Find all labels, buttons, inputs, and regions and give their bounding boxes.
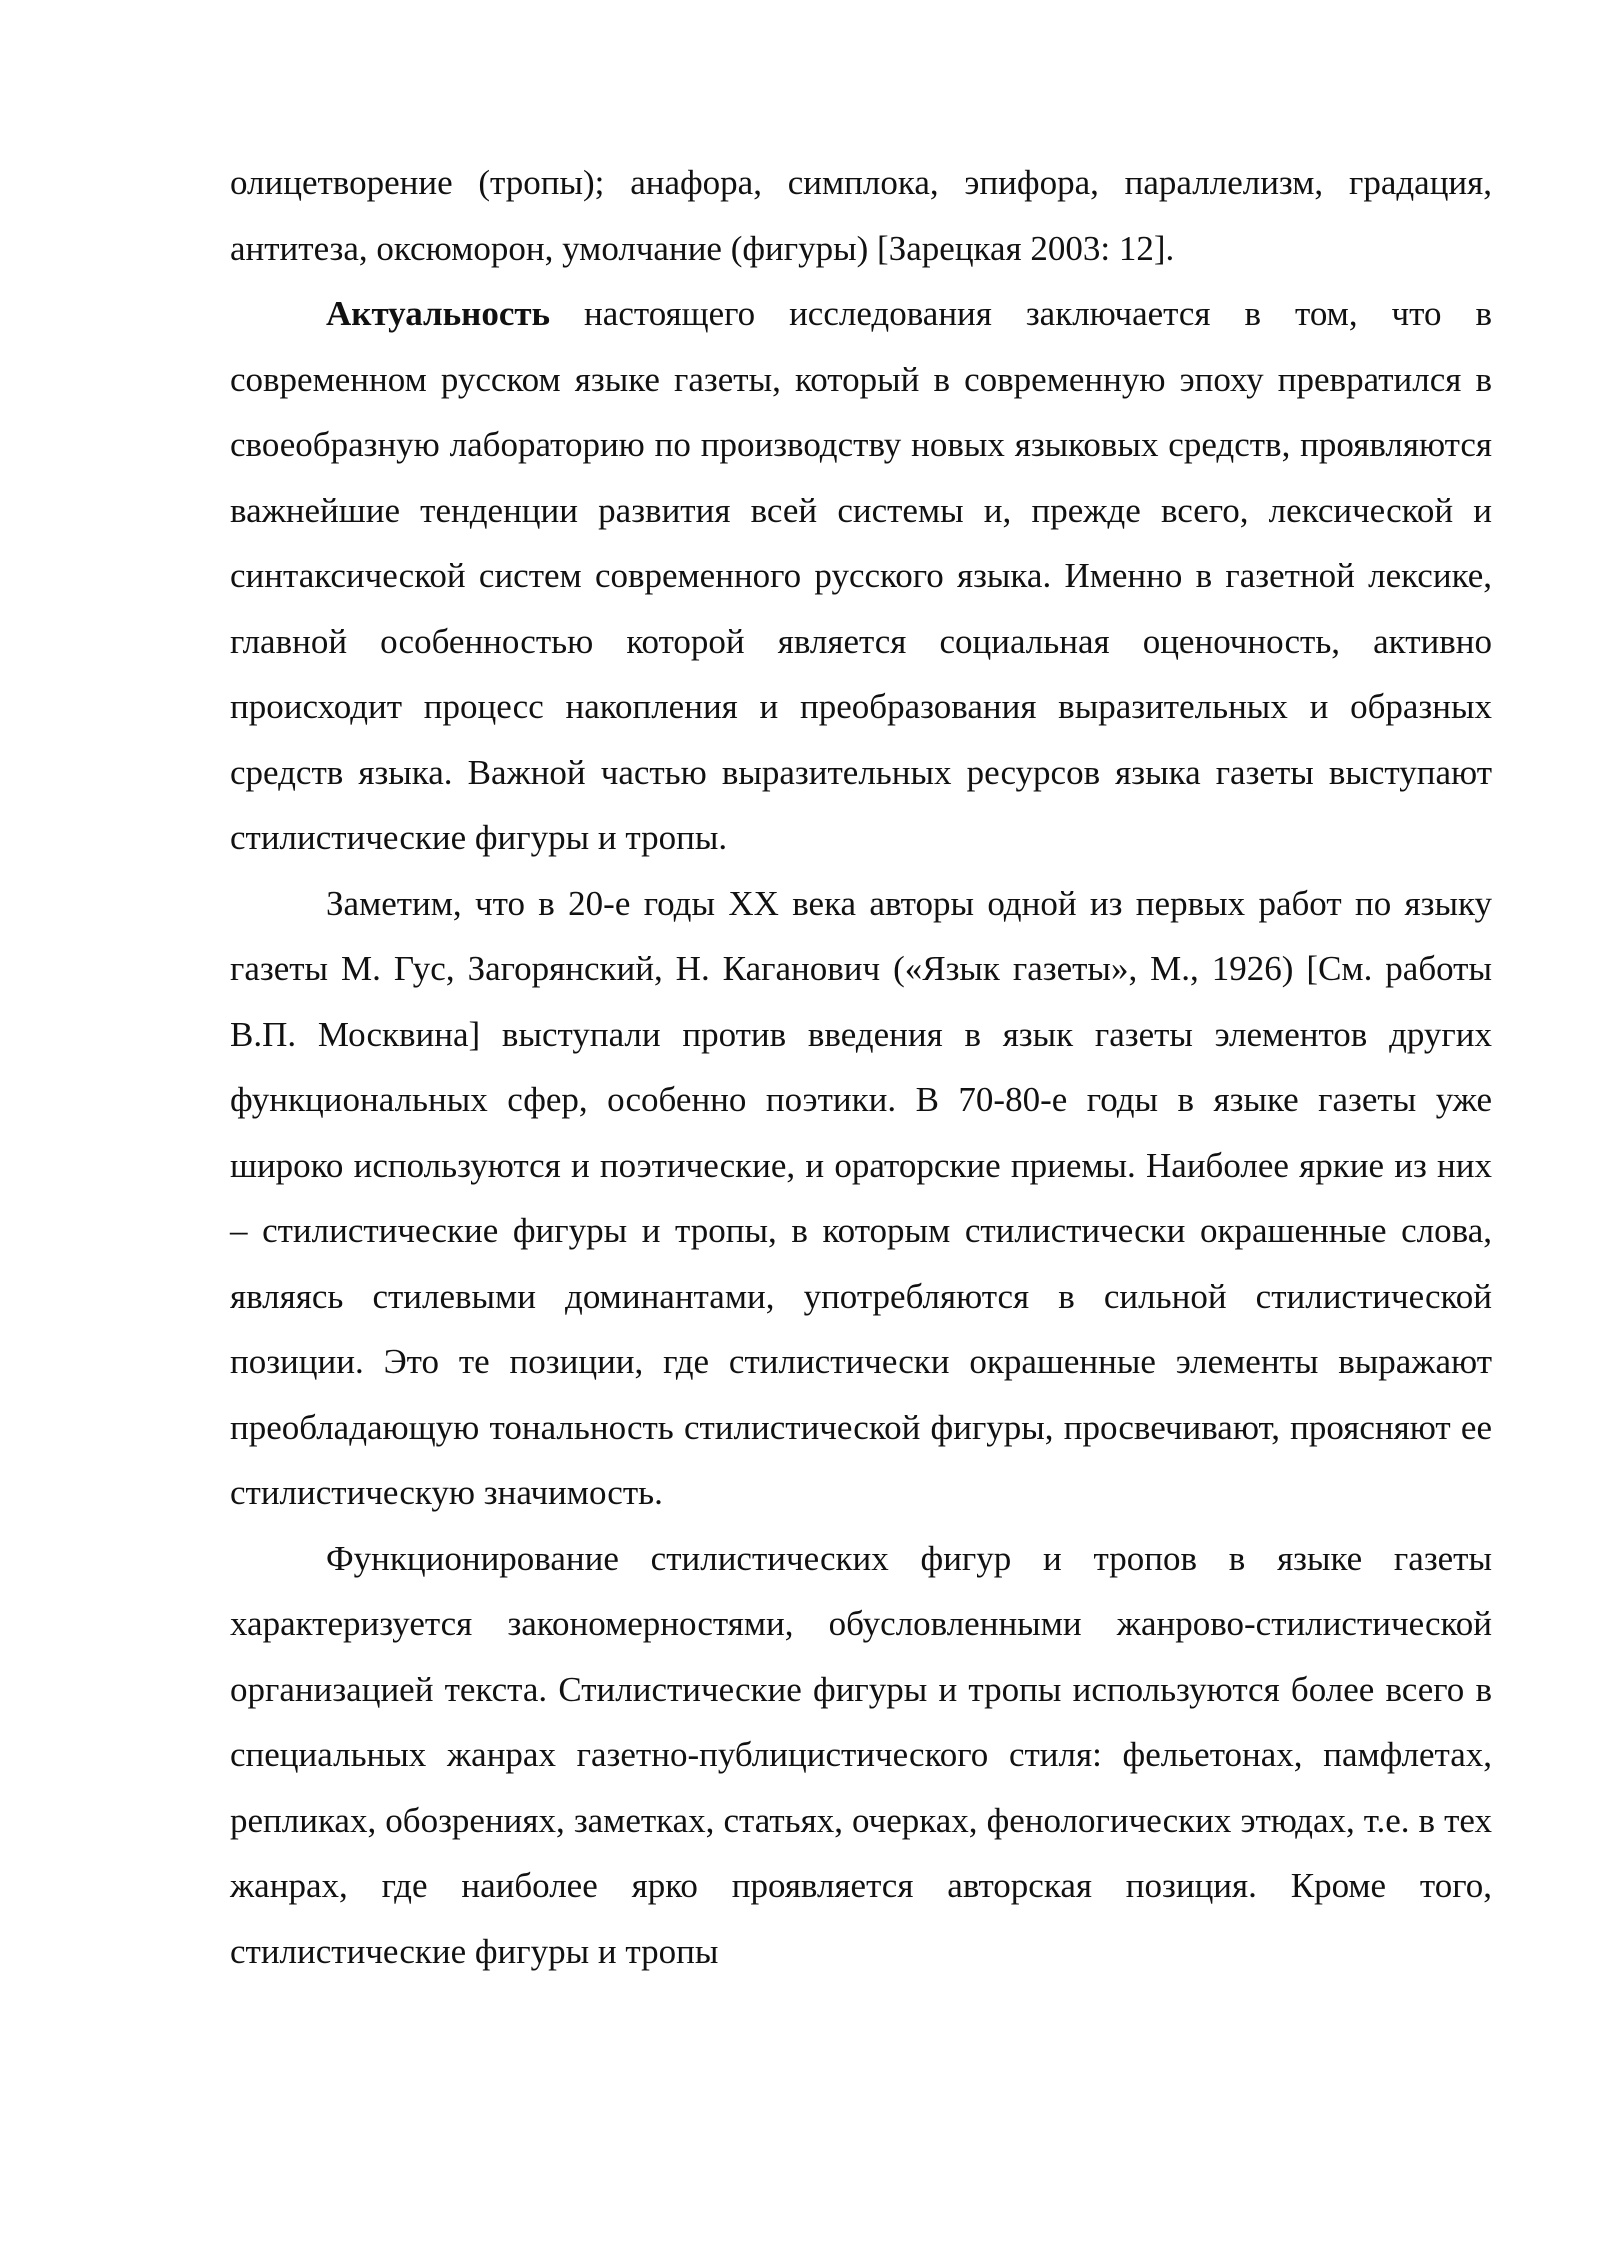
- paragraph-3: [230, 871, 1492, 1526]
- paragraph-text: олицетворение (тропы); анафора, симплока, эпифора, параллелизм, градация, антитеза, оксюморон, умолчание (фигуры) [Зарецкая 2003: 12].: [230, 163, 1492, 268]
- document-page: [230, 150, 1492, 1984]
- paragraph-text: Заметим, что в 20-е годы XX века авторы одной из первых работ по языку газеты М. Гус, Загорянский, Н. Каганович («Язык газеты», М., 1926) [См. работы В.П. Москвина] выступали против введения в язык газеты элементов других функциональных сфер, особенно поэтики. В 70-80-е годы в языке газеты уже широко используются и поэтические, и ораторские приемы. Наиболее яркие из них – стилистические фигуры и тропы, в которым стилистически окрашенные слова, являясь стилевыми доминантами, употребляются в сильной стилистической позиции. Это те позиции, где стилистически окрашенные элементы выражают преобладающую тональность стилистической фигуры, просвечивают, проясняют ее стилистическую значимость.: [230, 883, 1492, 1512]
- paragraph-lead-bold: Актуальность: [326, 294, 551, 333]
- paragraph-4: [230, 1526, 1492, 1985]
- paragraph-text: настоящего исследования заключается в том, что в современном русском языке газеты, который в современную эпоху превратился в своеобразную лабораторию по производству новых языковых средств, проявляются важнейшие тенденции развития всей системы и, прежде всего, лексической и синтаксической систем современного русского языка. Именно в газетной лексике, главной особенностью которой является социальная оценочность, активно происходит процесс накопления и преобразования выразительных и образных средств языка. Важной частью выразительных ресурсов языка газеты выступают стилистические фигуры и тропы.: [230, 294, 1492, 857]
- paragraph-1: [230, 150, 1492, 281]
- paragraph-text: Функционирование стилистических фигур и тропов в языке газеты характеризуется закономерностями, обусловленными жанрово-стилистической организацией текста. Стилистические фигуры и тропы используются более всего в специальных жанрах газетно-публицистического стиля: фельетонах, памфлетах, репликах, обозрениях, заметках, статьях, очерках, фенологических этюдах, т.е. в тех жанрах, где наиболее ярко проявляется авторская позиция. Кроме того, стилистические фигуры и тропы: [230, 1538, 1492, 1971]
- paragraph-2: [230, 281, 1492, 871]
